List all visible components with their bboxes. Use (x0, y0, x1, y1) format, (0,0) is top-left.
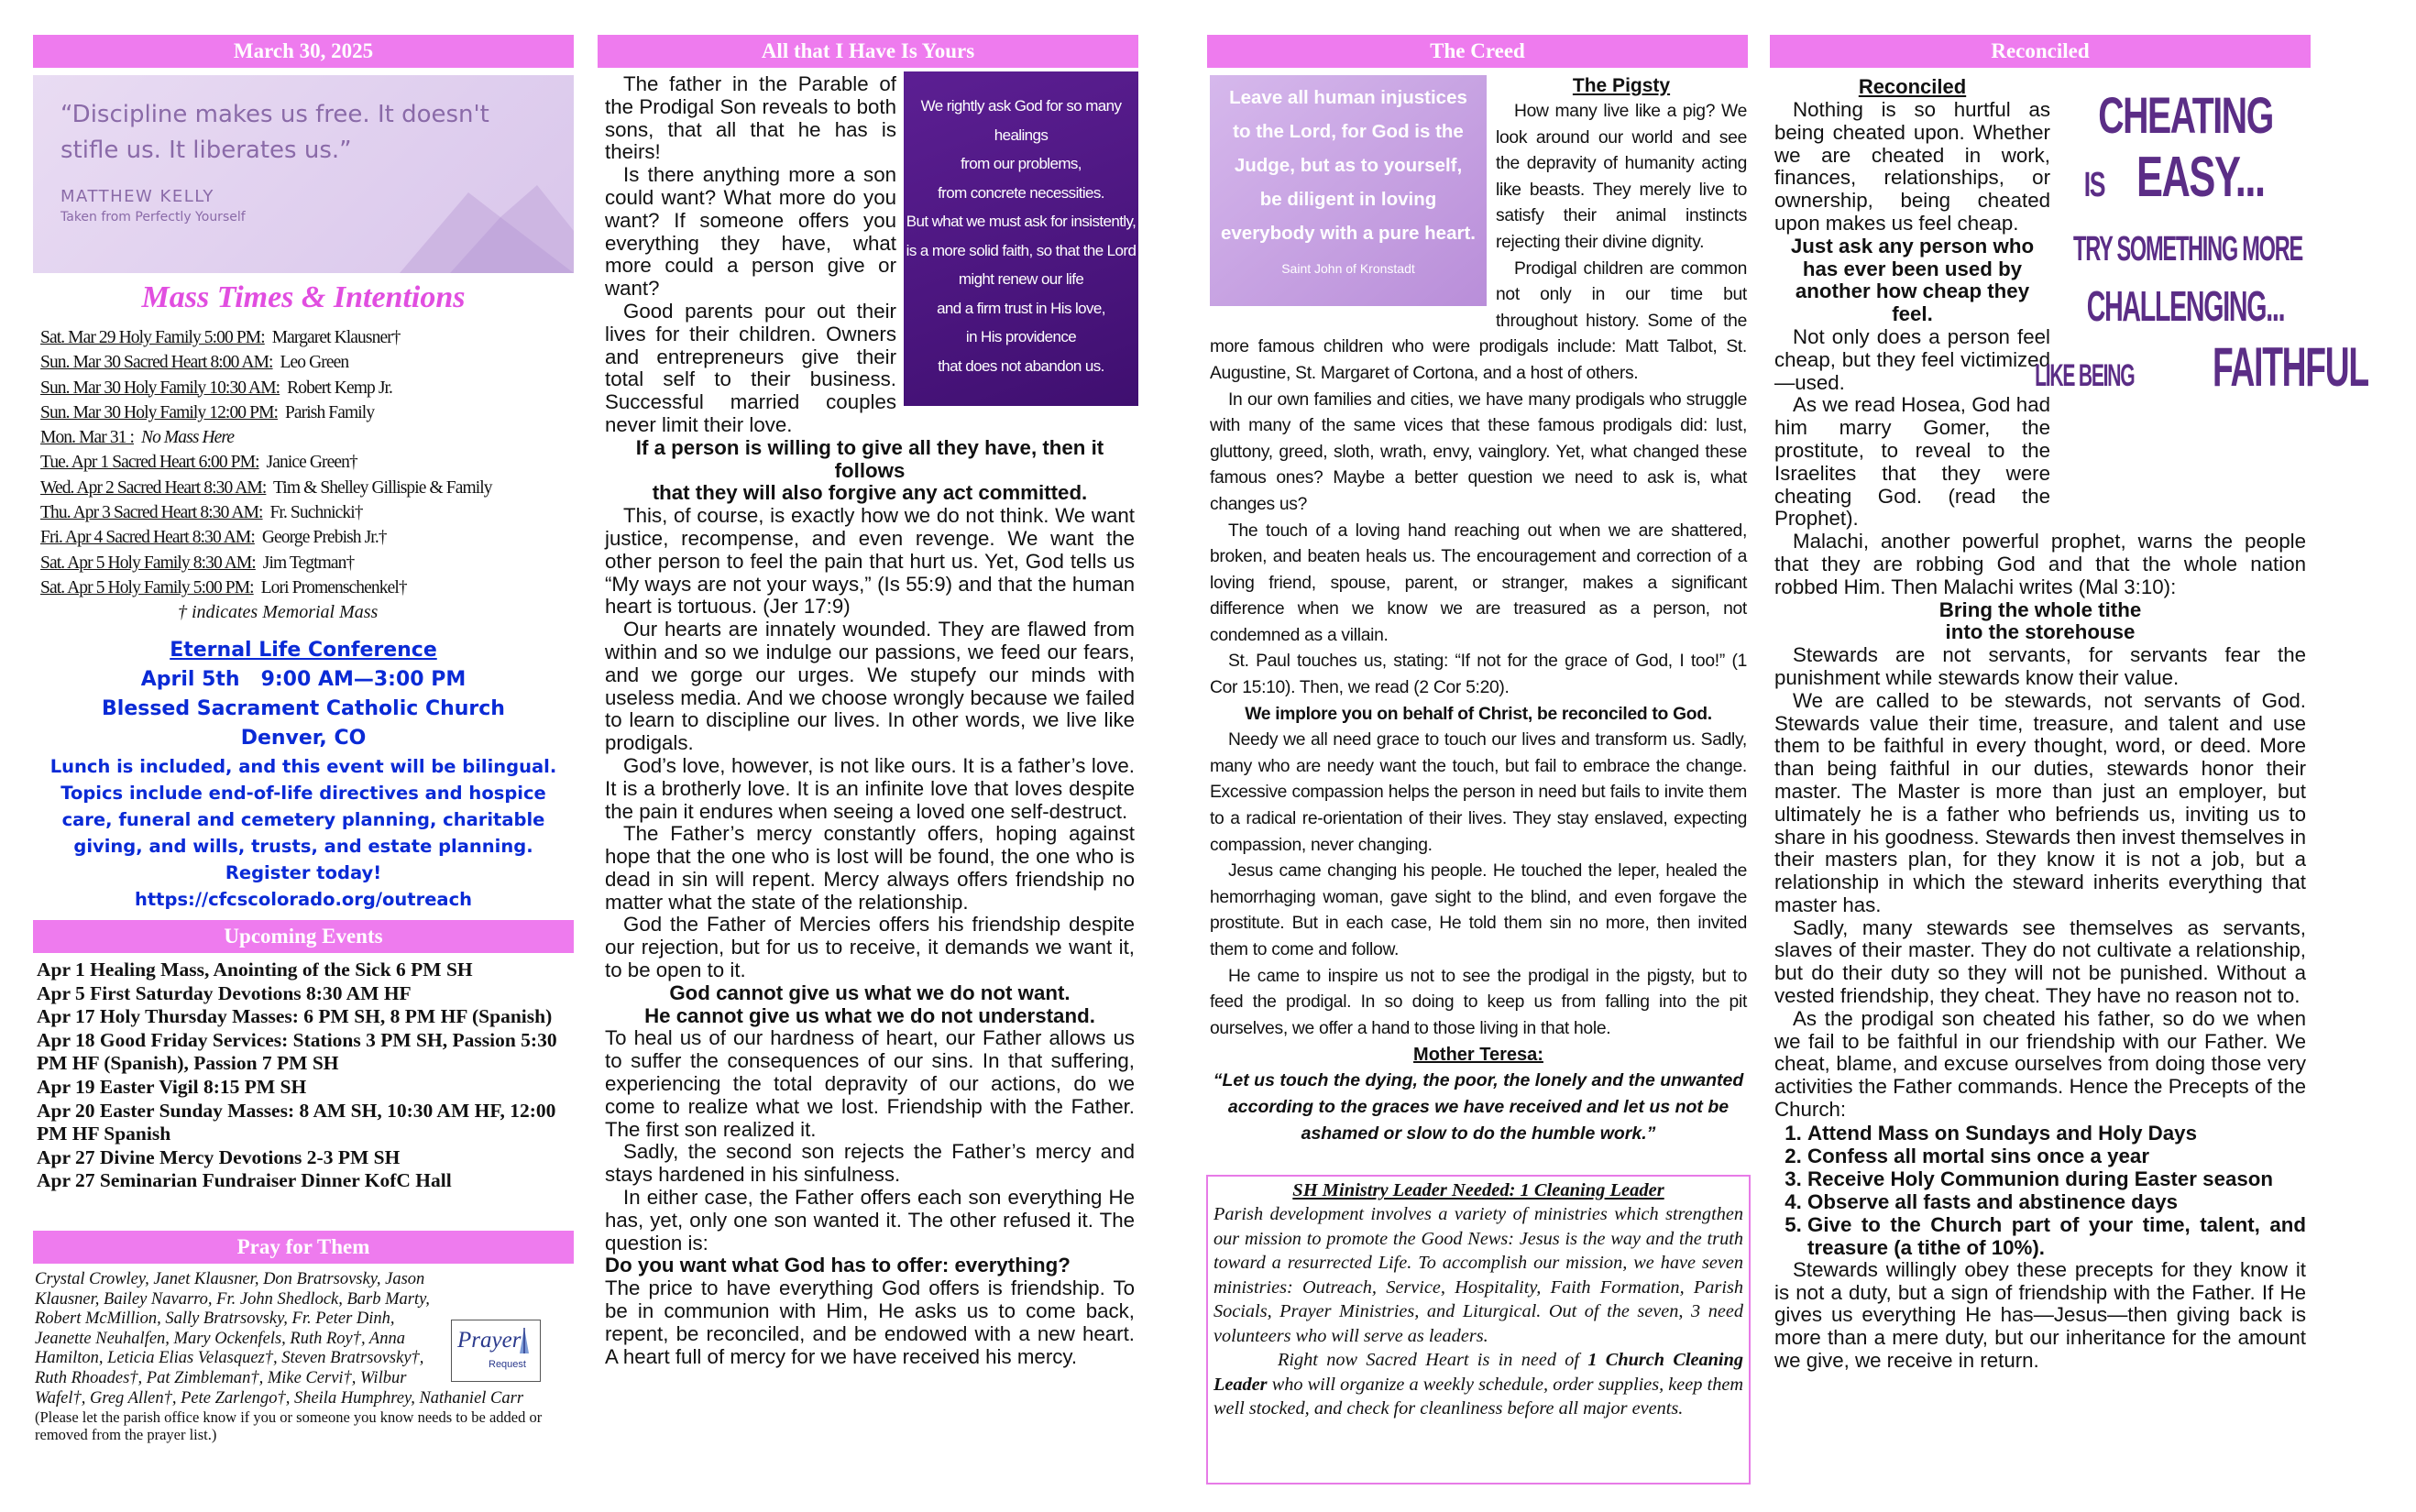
paragraph: The father in the Parable of the Prodigal Son reveals to both sons, that all that he has is theirs! (605, 72, 896, 164)
mass-when: Sun. Mar 30 Holy Family 10:30 AM: (40, 378, 280, 398)
quote-line: from our problems, (961, 155, 1082, 172)
quote-line: in His providence (965, 328, 1077, 345)
prayer-names: Crystal Crowley, Janet Klausner, Don Bratrsovsky, Jason Klausner, Bailey Navarro, Fr. John Shedlock, Barb Marty, Robert McMillion, Sally Bratrsovsky, Fr. Peter Dinh, Jeanette Neuhalfen, Mary Ockenfels, Ruth Roy†, Anna Hamilton, Leticia Elias Velasquez†, Steven Bratrsovsky†, Ruth Rhoades†, Pat Zimbleman†, Mike Cervi†, Wilbur Wafel†, Greg Allen†, Pete Zarlengo†, Sheila Humphrey, Nathaniel Carr (35, 1270, 524, 1408)
header-date: March 30, 2025 (33, 35, 574, 68)
paragraph: Stewards willingly obey these precepts for they know it is not a duty, but a sign of friendship with the Father. If He gives us everything He has—Jesus—then giving back is more than a mere duty, but our inheritance for the amount we give, we receive in return. (1774, 1257, 2306, 1373)
conference-city: Denver, CO (240, 727, 367, 750)
praying-hands-icon (512, 1326, 536, 1359)
precepts-list (1774, 1122, 2306, 1259)
paragraph: St. Paul touches us, stating: “If not for the grace of God, I too!” (1 Cor 15:10). Then, we read (2 Cor 5:20). (1210, 652, 1747, 698)
poster-row (2004, 335, 2367, 414)
paragraph: We are called to be stewards, not servants of God. Stewards value their time, treasure, and talent and use them to be faithful in every thought, word, or deed. More than being faithful in our duties, stewards honor their master. The Master is more than just an employer, but ultimately he is a father who befriends us, inviting us to share in his goodness. Stewards then invest themselves in their masters plan, for they know it is not a job, but a relationship in which the steward inherits everything that master has. (1774, 688, 2306, 916)
cleaning-leader-highlight: 1 Church Cleaning Leader (1213, 1350, 1743, 1395)
paragraph: Needy we all need grace to touch our lives and transform us. Sadly, many who are needy want the touch, but fail to embrace the change. Excessive compassion helps the person in need but fails to invite them to a radical re-orientation of their lives. They stay enslaved, expecting compassion, never changing. (1210, 730, 1747, 855)
quote-text: “Discipline makes us free. It doesn't stifle us. It liberates us.” (60, 101, 489, 164)
bold-statement: He cannot give us what we do not understand. (644, 1003, 1095, 1027)
bold-statement: If a person is willing to give all they have, then it follows (635, 435, 1104, 482)
event-item: Apr 5 First Saturday Devotions 8:30 AM HF (37, 981, 412, 1004)
quote-line: But what we must ask for insistently, (906, 213, 1137, 230)
kronstadt-quote-box (1210, 75, 1487, 306)
mass-row (40, 500, 581, 525)
sh-ministry-paragraph (1213, 1348, 1743, 1421)
purple-quote-box (904, 71, 1138, 406)
pigsty-title: The Pigsty (1572, 75, 1671, 96)
mass-row (40, 525, 581, 550)
the-creed-article (1210, 73, 1747, 1146)
header-the-creed: The Creed (1207, 35, 1748, 68)
conference-body: Lunch is included, and this event will be bilingual. Topics include end-of-life directives and hospice care, funeral and cemetery planning, charitable giving, and wills, trusts, and estate planning. (49, 756, 557, 857)
poster-word: LIKE BEING (2035, 358, 2135, 393)
paragraph: In either case, the Father offers each son everything He has, yet, only one son wanted it. The other refused it. The question is: (605, 1186, 1135, 1255)
mass-when: Sat. Mar 29 Holy Family 5:00 PM: (40, 328, 265, 347)
paragraph: The price to have everything God offers is friendship. To be in communion with Him, He asks us to come back, repent, be reconciled, and be endowed with a new heart. A heart full of mercy for we have received his mercy. (605, 1276, 1135, 1368)
sh-ministry-title: SH Ministry Leader Needed: 1 Cleaning Leader (1292, 1180, 1664, 1200)
mass-intention: Jim Tegtman† (262, 553, 355, 573)
mass-when: Sun. Mar 30 Holy Family 12:00 PM: (40, 402, 279, 422)
memorial-note: † indicates Memorial Mass (178, 602, 379, 623)
paragraph: This, of course, is exactly how we do not think. We want justice, recompense, and even revenge. We want the other person to feel the pain that hurt us. Yet, God tells us “My ways are not your ways,” (Is 55:9) and that the human heart is tortuous. (Jer 17:9) (605, 504, 1135, 619)
prayer-list-note: (Please let the parish office know if you or someone you know needs to be added or removed from the prayer list.) (35, 1408, 543, 1444)
mass-row (40, 376, 581, 400)
mass-row (40, 400, 581, 425)
reconciled-title: Reconciled (1858, 75, 1967, 98)
sh-ministry-paragraph: Parish development involves a variety of ministries which strengthen our mission to promote the Good News: Jesus is the way and the truth toward a resurrected Life. To accomplish our mission, we have seven ministries: Outreach, Service, Hospitality, Faith Formation, Parish Socials, Prayer Ministries, and Liturgical. Out of the seven, 3 need volunteers who will serve as leaders. (1213, 1204, 1743, 1346)
mass-when: Fri. Apr 4 Sacred Heart 8:30 AM: (40, 528, 255, 548)
mass-row (40, 476, 581, 500)
mass-row (40, 450, 581, 475)
mass-when: Sat. Apr 5 Holy Family 8:30 AM: (40, 553, 256, 573)
matthew-kelly-quote (33, 75, 574, 273)
bold-statement: Just ask any person who has ever been used by another how cheap they feel. (1790, 234, 2035, 326)
mass-row (40, 551, 581, 575)
paragraph: To heal us of our hardness of heart, our Father allows us to suffer the consequences of our sins. In that suffering, experiencing the total depravity of our actions, do we come to realize what we lost. Friendship with the Father. The first son realized it. (605, 1026, 1135, 1141)
quote-line: might renew our life (958, 270, 1084, 288)
sh-text: Right now Sacred Heart is in need of (1278, 1350, 1588, 1370)
paragraph: Sadly, the second son rejects the Father’s mercy and stays hardened in his sinfulness. (605, 1140, 1135, 1187)
paragraph: Malachi, another powerful prophet, warns the people that they are robbing God and that the whole nation robbed Him. Then Malachi writes (Mal 3:10): (1774, 530, 2306, 598)
paragraph: The Father’s mercy constantly offers, hoping against hope that the one who is lost will be found, the one who is dead in sin will repent. Mercy always offers friendship no matter what the state of the relationship. (605, 822, 1135, 914)
poster-line: CHALLENGING... (2086, 282, 2285, 330)
conference-register: Register today! (225, 862, 382, 883)
mass-row (40, 425, 581, 450)
all-that-i-have-article (605, 73, 1135, 1368)
mass-intention: No Mass Here (141, 428, 235, 448)
sh-ministry-box (1206, 1175, 1751, 1485)
paragraph: The touch of a loving hand reaching out when we are shattered, broken, and beaten heals us. The encouragement and correction of a loving friend, spouse, parent, or stranger, makes a significant difference when we know we are treasured as a person, not condemned as a villain. (1210, 520, 1747, 645)
paragraph: As the prodigal son cheated his father, so do we when we fail to be faithful in our friendship with our Father. We cheat, blame, and excuse ourselves from doing those very activities the Father commands. Hence the Precepts of the Church: (1774, 1006, 2306, 1122)
quote-line: be diligent in loving (1259, 189, 1437, 210)
mass-intention: Tim & Shelley Gillispie & Family (272, 477, 492, 498)
mass-intention: Margaret Klausner† (271, 328, 401, 347)
mass-when: Sat. Apr 5 Holy Family 5:00 PM: (40, 577, 254, 597)
quote-line: Judge, but as to yourself, (1234, 155, 1463, 176)
event-item: Apr 20 Easter Sunday Masses: 8 AM SH, 10:30 AM HF, 12:00 PM HF Spanish (37, 1099, 556, 1145)
precept-item: 3. Receive Holy Communion during Easter season (1807, 1167, 2306, 1190)
reconciled-article (1774, 75, 2368, 1373)
conference-date: April 5th 9:00 AM—3:00 PM (140, 668, 467, 691)
precept-item: 5. Give to the Church part of your time, talent, and treasure (a tithe of 10%). (1807, 1213, 2306, 1259)
paragraph: He came to inspire us not to see the prodigal in the pigsty, but to feed the prodigal. In so doing to keep us from falling into the pit ourselves, we offer a hand to those living in that hole. (1210, 966, 1747, 1038)
upcoming-events-list (37, 959, 574, 1193)
paragraph: In our own families and cities, we have many prodigals who struggle with many of the same vices that these famous prodigals did: lust, gluttony, greed, sloth, wrath, envy, vainglory. Yet, what changed these famous ones? Maybe a better question we need to ask is, what changes us? (1210, 389, 1747, 514)
mass-row (40, 325, 581, 350)
paragraph: Our hearts are innately wounded. They are flawed from within and so we indulge our passions, we feed our fears, and we gorge our urges. We stupefy our minds with useless media. And we choose wrongly because we failed to learn to discipline our lives. In other words, we live like prodigals. (605, 618, 1135, 755)
mass-intention: Lori Promenschenkel† (260, 577, 407, 597)
bold-statement: that they will also forgive any act committed. (652, 481, 1088, 505)
conference-url[interactable]: https://cfcscolorado.org/outreach (134, 889, 473, 910)
mass-intention: George Prebish Jr.† (261, 528, 387, 548)
paragraph: Is there anything more a son could want? What more do you want? If someone offers you everything they have, what more could a person give or want? (605, 163, 896, 301)
poster-word: FAITHFUL (2212, 336, 2368, 398)
mother-teresa-title: Mother Teresa: (1413, 1045, 1543, 1066)
conference-place: Blessed Sacrament Catholic Church (102, 697, 505, 720)
event-item: Apr 1 Healing Mass, Anointing of the Sick 6 PM SH (37, 959, 473, 981)
event-item: Apr 27 Seminarian Fundraiser Dinner KofC Hall (37, 1169, 452, 1192)
precept-item: 2. Confess all mortal sins once a year (1807, 1145, 2306, 1167)
prayer-logo-sub: Request (489, 1359, 526, 1370)
mass-intention: Parish Family (284, 402, 375, 422)
quote-line: from concrete necessities. (938, 183, 1104, 202)
mother-teresa-quote: “Let us touch the dying, the poor, the lonely and the unwanted according to the graces we have received and let us not be ashamed or slow to do the humble work.” (1213, 1070, 1744, 1144)
bold-statement: into the storehouse (1945, 620, 2136, 644)
sh-ministry-body (1208, 1202, 1749, 1421)
precept-item: 4. Observe all fasts and abstinence days (1807, 1190, 2306, 1213)
sh-text: who will organize a weekly schedule, order supplies, keep them well stocked, and check for cleanliness before all major events. (1213, 1374, 1743, 1419)
cheating-poster (2035, 82, 2368, 497)
paragraph: Jesus came changing his people. He touched the leper, healed the hemorrhaging woman, gave sight to the blind, and even forgave the prostitute. But in each case, He told them sin no more, then invited them to come and follow. (1210, 861, 1747, 959)
mass-intention: Fr. Suchnicki† (269, 503, 363, 523)
bold-statement: God cannot give us what we do not want. (669, 981, 1071, 1004)
bold-statement: Bring the whole tithe (1938, 597, 2142, 621)
paragraph: As we read Hosea, God had him marry Gomer, the prostitute, to reveal to the Israelites that they were cheating God. (read the Prophet). (1774, 393, 2050, 531)
paragraph: Sadly, many stewards see themselves as servants, slaves of their master. They do not cultivate a relationship, but do their duty so they will not be punished. Without a vested friendship, they cheat. They have no reason not to. (1774, 915, 2306, 1008)
poster-row (2059, 148, 2312, 222)
poster-word: IS (2083, 166, 2104, 204)
header-all-that-i-have: All that I Have Is Yours (598, 35, 1138, 68)
quote-line: We rightly ask God for so many healings (920, 97, 1122, 144)
mountain-graphic (363, 167, 574, 273)
paragraph: God the Father of Mercies offers his friendship despite our rejection, but for us to receive, it demands we want it, to be open to it. (605, 913, 1135, 982)
mass-when: Tue. Apr 1 Sacred Heart 6:00 PM: (40, 453, 259, 473)
mass-when: Wed. Apr 2 Sacred Heart 8:30 AM: (40, 477, 267, 498)
mass-when: Mon. Mar 31 : (40, 428, 135, 448)
paragraph: How many live like a pig? We look around our world and see the depravity of humanity acting like beasts. They merely live to satisfy their animal instincts rejecting their divine dignity. (1496, 102, 1747, 252)
quote-line: is a more solid faith, so that the Lord (906, 241, 1137, 259)
quote-source: Taken from Perfectly Yourself (60, 210, 246, 225)
bold-question: Do you want what God has to offer: everything? (605, 1254, 1071, 1277)
quote-line: to the Lord, for God is the (1233, 121, 1464, 142)
bold-statement: We implore you on behalf of Christ, be reconciled to God. (1245, 704, 1712, 724)
quote-author: MATTHEW KELLY (60, 187, 214, 206)
mass-intention: Janice Green† (266, 453, 357, 473)
quote-line: that does not abandon us. (938, 356, 1104, 375)
upcoming-events-header: Upcoming Events (33, 920, 574, 953)
poster-line: TRY SOMETHING MORE (2073, 230, 2302, 268)
mass-when: Thu. Apr 3 Sacred Heart 8:30 AM: (40, 503, 263, 523)
mass-when: Sun. Mar 30 Sacred Heart 8:00 AM: (40, 353, 273, 373)
event-item: Apr 18 Good Friday Services: Stations 3 PM SH, Passion 5:30 PM HF (Spanish), Passion 7 PM SH (37, 1028, 557, 1075)
mass-times-title: Mass Times & Intentions (141, 280, 466, 314)
paragraph: Stewards are not servants, for servants fear the punishment while stewards know their value. (1774, 643, 2306, 689)
mass-intention: Robert Kemp Jr. (287, 378, 393, 398)
event-item: Apr 19 Easter Vigil 8:15 PM SH (37, 1075, 307, 1098)
quote-author: Saint John of Kronstadt (1281, 261, 1415, 276)
mass-row (40, 350, 581, 375)
prayer-list (35, 1270, 574, 1443)
precept-item: 1. Attend Mass on Sundays and Holy Days (1807, 1122, 2306, 1145)
eternal-life-conference (33, 636, 574, 913)
event-item: Apr 27 Divine Mercy Devotions 2-3 PM SH (37, 1145, 401, 1168)
poster-word: EASY... (2136, 146, 2265, 209)
event-item: Apr 17 Holy Thursday Masses: 6 PM SH, 8 PM HF (Spanish) (37, 1005, 553, 1028)
poster-line: CHEATING (2098, 86, 2273, 144)
header-reconciled: Reconciled (1770, 35, 2311, 68)
paragraph: Prodigal children are common not only in our time but throughout history. Some of the more famous children who were prodigals include: Matt Talbot, St. Augustine, St. Margaret of Cortona, and a host of others. (1210, 258, 1747, 383)
quote-line: and a firm trust in His love, (937, 299, 1105, 317)
quote-line: Leave all human injustices (1229, 87, 1467, 108)
paragraph: Not only does a person feel cheap, but they feel victimized—used. (1774, 324, 2050, 394)
paragraph: God’s love, however, is not like ours. It is a father’s love. It is a brotherly love. It is an infinite love that loves despite the pain it endures when seeing a loved one self-destruct. (605, 753, 1135, 823)
paragraph: Nothing is so hurtful as being cheated upon. Whether we are cheated in work, finances, relationships, or ownership, being cheated upon makes us feel cheap. (1774, 98, 2050, 235)
quote-line: everybody with a pure heart. (1221, 223, 1476, 244)
paragraph: Good parents pour out their lives for their children. Owners and entrepreneurs give their total self to their business. Successful married couples never limit their love. (605, 299, 896, 436)
mass-intention: Leo Green (280, 353, 349, 373)
mass-list (40, 325, 581, 624)
pray-for-them-header: Pray for Them (33, 1231, 574, 1264)
prayer-request-logo (451, 1320, 541, 1382)
prayer-logo-word: Prayer (457, 1328, 522, 1353)
mass-row (40, 575, 581, 600)
conference-title: Eternal Life Conference (170, 639, 437, 662)
